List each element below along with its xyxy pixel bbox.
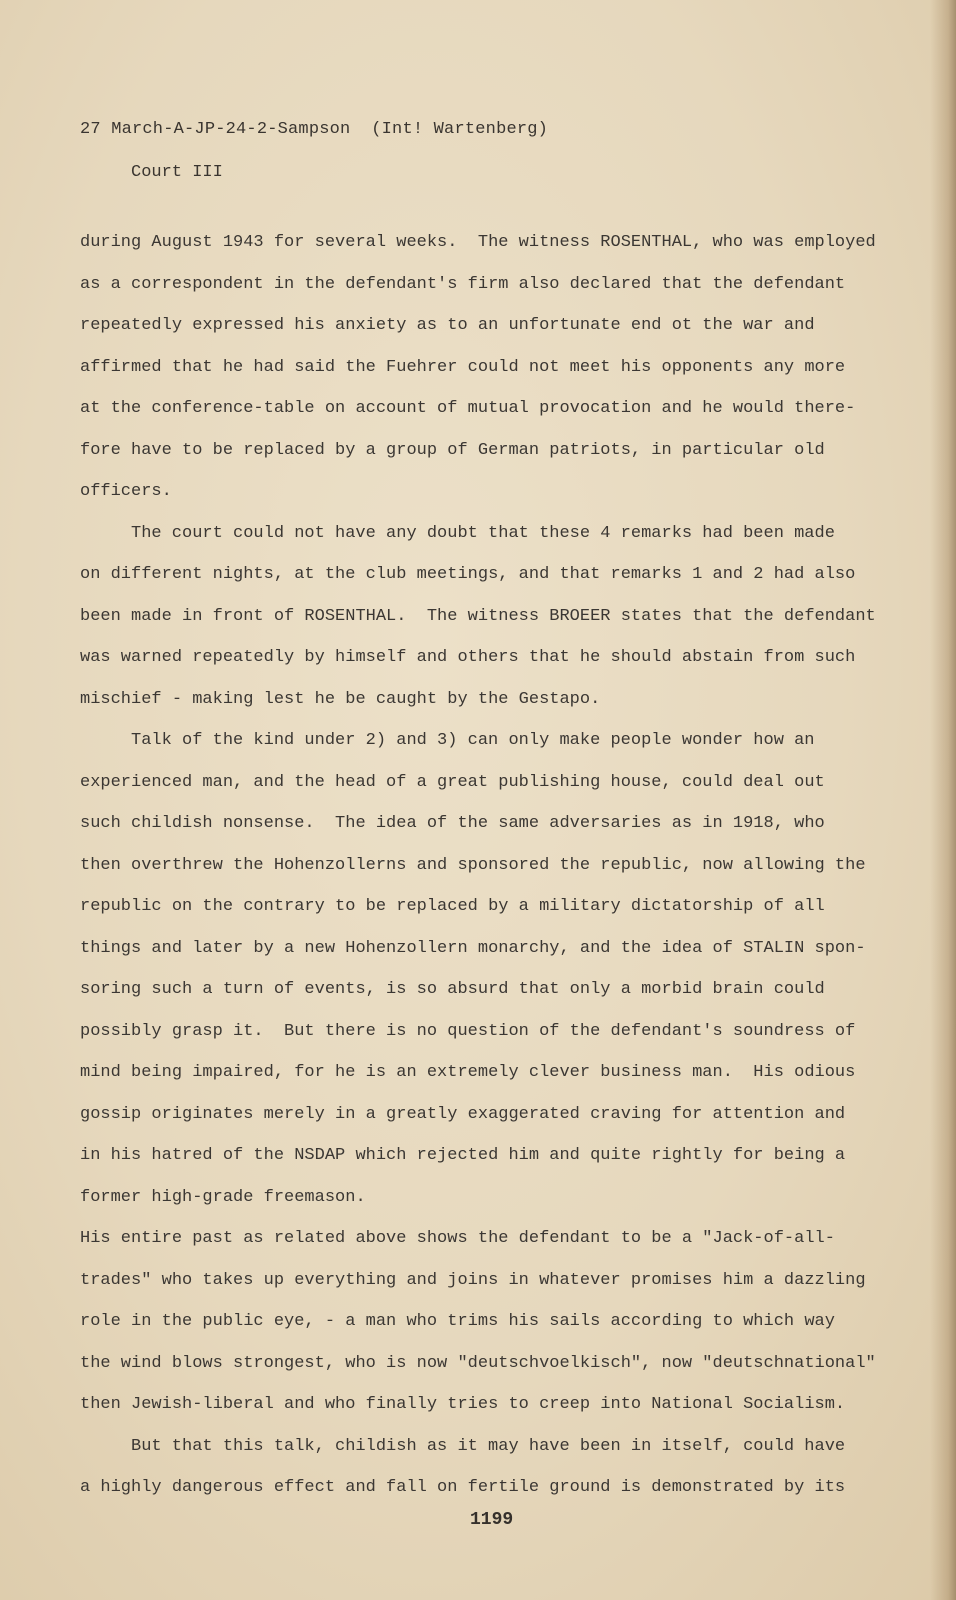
text-line: role in the public eye, - a man who trims his sails according to which way [80,1312,835,1331]
text-line: at the conference-table on account of mutual provocation and he would there- [80,399,856,418]
text-line: trades" who takes up everything and joins in whatever promises him a dazzling [80,1270,866,1290]
text-line: But that this talk, childish as it may have been in itself, could have [131,1436,846,1456]
text-line: The court could not have any doubt that these 4 remarks had been made [131,523,835,543]
page-number: 1199 [470,1510,514,1530]
court-label: Court III [131,163,223,182]
body-text [80,222,880,1509]
text-line: then Jewish-liberal and who finally tries to creep into National Socialism. [80,1395,846,1414]
text-line: as a correspondent in the defendant's firm also declared that the defendant [80,274,846,294]
text-line: possibly grasp it. But there is no question of the defendant's soundress of [80,1021,856,1041]
page-edge-shadow [930,0,956,1600]
text-line: officers. [80,482,172,501]
text-line: in his hatred of the NSDAP which rejected him and quite rightly for being a [80,1146,846,1165]
text-line: former high-grade freemason. [80,1187,366,1207]
text-line: things and later by a new Hohenzollern monarchy, and the idea of STALIN spon- [80,938,866,958]
text-line: gossip originates merely in a greatly exaggerated craving for attention and [80,1104,846,1124]
text-line: then overthrew the Hohenzollerns and sponsored the republic, now allowing the [80,855,866,875]
text-line: soring such a turn of events, is so absurd that only a morbid brain could [80,980,825,999]
text-line: been made in front of ROSENTHAL. The witness BROEER states that the defendant [80,606,876,626]
text-line: during August 1943 for several weeks. The witness ROSENTHAL, who was employed [80,233,876,252]
text-line: was warned repeatedly by himself and others that he should abstain from such [80,648,856,667]
text-line: affirmed that he had said the Fuehrer could not meet his opponents any more [80,357,846,377]
text-line: His entire past as related above shows the defendant to be a "Jack-of-all- [80,1229,835,1248]
text-line: experienced man, and the head of a great publishing house, could deal out [80,772,825,792]
text-line: repeatedly expressed his anxiety as to an unfortunate end ot the war and [80,316,815,335]
text-line: mischief - making lest he be caught by the Gestapo. [80,689,601,709]
text-line: republic on the contrary to be replaced by a military dictatorship of all [80,897,825,916]
text-line: on different nights, at the club meetings, and that remarks 1 and 2 had also [80,565,856,584]
text-line: a highly dangerous effect and fall on fertile ground is demonstrated by its [80,1478,846,1497]
text-line: fore have to be replaced by a group of German patriots, in particular old [80,440,825,460]
text-line: Talk of the kind under 2) and 3) can only make people wonder how an [131,731,815,750]
text-line: the wind blows strongest, who is now "deutschvoelkisch", now "deutschnational" [80,1353,876,1373]
text-line: such childish nonsense. The idea of the same adversaries as in 1918, who [80,814,825,833]
document-reference: 27 March-A-JP-24-2-Sampson (Int! Wartenberg) [80,120,549,139]
text-line: mind being impaired, for he is an extremely clever business man. His odious [80,1063,856,1082]
